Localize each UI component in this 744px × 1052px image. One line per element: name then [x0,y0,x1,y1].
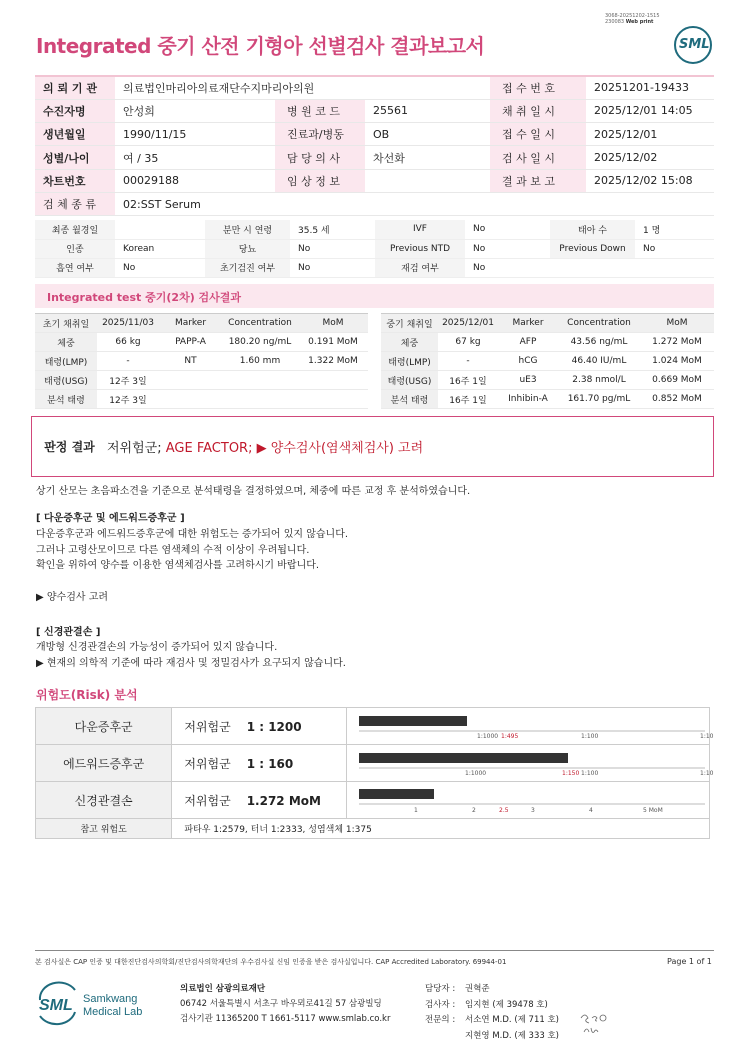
section-title: Integrated test 중기(2차) 검사결과 [47,291,242,304]
tick-label: 1 [414,807,418,814]
first-h1: 2025/11/03 [97,314,159,333]
recv-value: 2025/12/01 [586,123,714,146]
second-h3: Concentration [558,314,640,333]
dept-value: OB [365,123,490,146]
tick-label: 1:100 [581,733,599,740]
patient-info-table [35,75,714,216]
tick-label: 3 [531,807,535,814]
sexage-label: 성별/나이 [35,146,115,169]
edwards-scale-chart [347,745,714,778]
verdict-recommendation: AGE FACTOR; ▶ 양수검사(염색체검사) 고려 [165,441,424,456]
chart-value: 00029188 [115,169,275,192]
document-id [605,13,660,25]
note-heading-down-edwards: [ 다운증후군 및 에드워드증후군 ] [36,513,185,524]
table-cell: 태령(USG) [381,371,438,390]
web-print-tag: Web print [625,19,654,25]
table-cell: 16주 1일 [438,390,498,409]
table-cell: 16주 1일 [438,371,498,390]
ivf-label: IVF [375,220,465,239]
delivery-age-value: 35.5 세 [290,220,375,239]
table-cell [222,390,298,409]
table-cell: 1.024 MoM [640,352,714,371]
risk-name: 다운증후군 [36,708,172,745]
diabetes-label: 당뇨 [205,239,290,258]
tick-label: 1:100 [581,770,599,777]
tick-label: 5 MoM [643,807,663,814]
table-cell: 66 kg [97,333,159,352]
risk-value: 1 : 160 [246,756,294,771]
table-cell: - [97,352,159,371]
first-test-label: 초기검진 여부 [205,258,290,277]
table-cell: hCG [498,352,558,371]
staff-value: 서소연 M.D. (제 711 호) [465,1015,560,1025]
recv-label: 접 수 일 시 [490,123,586,146]
table-cell: Inhibin-A [498,390,558,409]
table-cell: 1.322 MoM [298,352,368,371]
svg-text:SML: SML [39,997,73,1014]
report-label: 결 과 보 고 [490,169,586,192]
table-cell: 46.40 IU/mL [558,352,640,371]
name-label: 수진자명 [35,99,115,122]
first-h2: Marker [159,314,222,333]
first-h4: MoM [298,314,368,333]
table-cell: 180.20 ng/mL [222,333,298,352]
prev-down-value: No [635,239,714,258]
table-cell: PAPP-A [159,333,222,352]
table-cell: 0.191 MoM [298,333,368,352]
table-cell: uE3 [498,371,558,390]
race-value: Korean [115,239,205,258]
fetus-label: 태아 수 [550,220,635,239]
diabetes-value: No [290,239,375,258]
lmp-value [115,220,205,239]
staff-label: 검사자 : [425,999,456,1010]
down-scale-chart [347,708,714,741]
first-test-value: No [290,258,375,277]
test-date-label: 검 사 일 시 [490,146,586,169]
risk-scale-down [347,708,714,745]
table-cell: 분석 태령 [35,390,97,409]
retest-value: No [465,258,550,277]
risk-name: 신경관결손 [36,782,172,819]
test-date-value: 2025/12/02 [586,146,714,169]
staff-value: 임지현 (제 39478 호) [465,999,548,1010]
staff-info [425,982,559,1044]
hospcode-label: 병 원 코 드 [275,99,365,122]
first-h3: Concentration [222,314,298,333]
fetus-value: 1 명 [635,220,714,239]
second-h1: 2025/12/01 [438,314,498,333]
collect-label: 채 취 일 시 [490,99,586,122]
chart-label: 차트번호 [35,169,115,192]
tick-label: 2 [472,807,476,814]
specimen-value: 02:SST Serum [115,192,714,215]
doc-id-line2: 230083 [605,19,625,25]
risk-name: 에드워드증후군 [36,745,172,782]
org-contact: 검사기관 11365200 T 1661-5117 www.smlab.co.kr [180,1014,391,1024]
svg-text:Medical Lab: Medical Lab [83,1006,143,1018]
second-h0: 중기 채취일 [381,314,438,333]
birth-value: 1990/11/15 [115,123,275,146]
second-trimester-table [381,313,714,409]
risk-value: 1 : 1200 [246,719,302,734]
table-cell [159,390,222,409]
table-cell: 분석 태령 [381,390,438,409]
signature-icon [578,1008,612,1038]
verdict-label: 판정 결과 [44,440,95,454]
risk-table [35,707,714,839]
table-cell: 161.70 pg/mL [558,390,640,409]
verdict-text [107,437,423,456]
risk-value: 1.272 MoM [246,793,321,808]
tick-label: 2.5 [499,807,509,814]
table-cell: 2.38 nmol/L [558,371,640,390]
accreditation-note: 본 검사실은 CAP 인증 및 대한진단검사의학회/진단검사의학재단의 우수검사실 신임 인증을 받은 검사실입니다. CAP Accredited Laboratory. 69944-01 [35,958,507,966]
smoking-label: 흡연 여부 [35,258,115,277]
table-cell: AFP [498,333,558,352]
ref-risk-label: 참고 위험도 [36,819,172,839]
prev-ntd-value: No [465,239,550,258]
table-cell: 태령(USG) [35,371,97,390]
clinical-value [365,169,490,192]
clinical-label: 임 상 정 보 [275,169,365,192]
samkwang-logo [37,982,155,1024]
risk-group: 저위험군 [184,719,231,734]
empty-cell [550,258,714,277]
dept-label: 진료과/병동 [275,123,365,146]
note-line: ▶ 현재의 의학적 기준에 따라 재검사 및 정밀검사가 요구되지 않습니다. [36,658,346,669]
table-cell: 12주 3일 [97,390,159,409]
verdict-group: 저위험군; [107,441,162,456]
risk-group: 저위험군 [184,793,231,808]
lmp-label: 최종 월경일 [35,220,115,239]
risk-bar [359,789,434,799]
risk-bar [359,716,467,726]
hospcode-value: 25561 [365,99,490,122]
table-cell [298,390,368,409]
prev-down-label: Previous Down [550,239,635,258]
hospital-label: 의 뢰 기 관 [35,76,115,99]
table-cell: 태령(LMP) [381,352,438,371]
first-h0: 초기 채취일 [35,314,97,333]
ivf-value: No [465,220,550,239]
tick-label: 1:10 [700,770,714,777]
risk-scale-edwards [347,745,714,782]
staff-value: 권혁준 [465,984,490,994]
second-h2: Marker [498,314,558,333]
risk-title: 위험도(Risk) 분석 [36,688,138,702]
table-cell [222,371,298,390]
tick-label: 1:1000 [465,770,487,777]
note-line: 확인을 위하여 양수를 이용한 염색체검사를 고려하시기 바랍니다. [36,560,320,571]
note-line: 다운증후군과 에드워드증후군에 대한 위험도는 증가되어 있지 않습니다. [36,529,349,540]
table-cell: - [438,352,498,371]
sml-logo-icon [37,982,155,1024]
verdict-box [31,416,714,477]
table-cell: 체중 [381,333,438,352]
report-value: 2025/12/02 15:08 [586,169,714,192]
footer-divider [35,950,714,951]
tick-label: 4 [589,807,593,814]
table-cell: 태령(LMP) [35,352,97,371]
table-cell: 1.60 mm [222,352,298,371]
risk-group: 저위험군 [184,756,231,771]
tick-label: 1:10 [700,733,714,740]
retest-label: 재검 여부 [375,258,465,277]
risk-group-cell [172,745,347,782]
staff-label: 담당자 : [425,984,456,994]
accession-value: 20251201-19433 [586,76,714,99]
note-arrow: ▶ 양수검사 고려 [36,592,109,603]
note-paragraph: 상기 산모는 초음파소견을 기준으로 분석태령을 결정하였으며, 체중에 따른 교정 후 분석하였습니다. [36,486,471,497]
risk-group-cell [172,708,347,745]
table-cell: 67 kg [438,333,498,352]
tick-label: 1:150 [562,770,580,777]
note-line: 그러나 고령산모이므로 다른 염색체의 수적 이상이 우려됩니다. [36,545,310,556]
sexage-value: 여 / 35 [115,146,275,169]
table-cell: 체중 [35,333,97,352]
accession-label: 접 수 번 호 [490,76,586,99]
org-address: 06742 서울특별시 서초구 바우뫼로41길 57 삼광빌딩 [180,999,382,1009]
prev-ntd-label: Previous NTD [375,239,465,258]
table-cell: NT [159,352,222,371]
birth-label: 생년월일 [35,123,115,146]
table-cell [298,371,368,390]
tick-label: 1:495 [501,733,519,740]
sml-logo-icon [674,26,712,64]
maternal-info-table [35,220,714,278]
table-cell: 0.669 MoM [640,371,714,390]
specimen-label: 검 체 종 류 [35,192,115,215]
risk-bar [359,753,568,763]
org-info [180,982,390,1027]
note-line: 개방형 신경관결손의 가능성이 증가되어 있지 않습니다. [36,642,278,653]
collect-value: 2025/12/01 14:05 [586,99,714,122]
page-number: Page 1 of 1 [667,957,712,966]
table-cell: 0.852 MoM [640,390,714,409]
report-title: Integrated 중기 산전 기형아 선별검사 결과보고서 [36,34,485,58]
staff-label: 전문의 : [425,1015,456,1025]
org-name: 의료법인 삼광의료재단 [180,984,266,994]
first-trimester-table [35,313,368,409]
table-cell: 43.56 ng/mL [558,333,640,352]
risk-group-cell [172,782,347,819]
doctor-label: 담 당 의 사 [275,146,365,169]
table-cell: 1.272 MoM [640,333,714,352]
smoking-value: No [115,258,205,277]
ntd-scale-chart [347,782,709,815]
tick-label: 1:1000 [477,733,499,740]
note-heading-ntd: [ 신경관결손 ] [36,627,101,638]
logo-text: SML [679,37,710,52]
race-label: 인종 [35,239,115,258]
delivery-age-label: 분만 시 연령 [205,220,290,239]
section-header [35,284,714,308]
ref-risk-value: 파타우 1:2579, 터너 1:2333, 성염색체 1:375 [172,819,710,839]
table-cell [159,371,222,390]
doc-id-line1: 3068-20251202-1515 [605,13,660,19]
risk-scale-ntd [347,782,710,819]
table-cell: 12주 3일 [97,371,159,390]
svg-text:Samkwang: Samkwang [83,993,138,1005]
hospital-value: 의료법인마리아의료재단수지마리아의원 [115,76,490,99]
second-h4: MoM [640,314,714,333]
doctor-value: 차선화 [365,146,490,169]
staff-value: 지현영 M.D. (제 333 호) [465,1030,560,1041]
name-value: 안성희 [115,99,275,122]
